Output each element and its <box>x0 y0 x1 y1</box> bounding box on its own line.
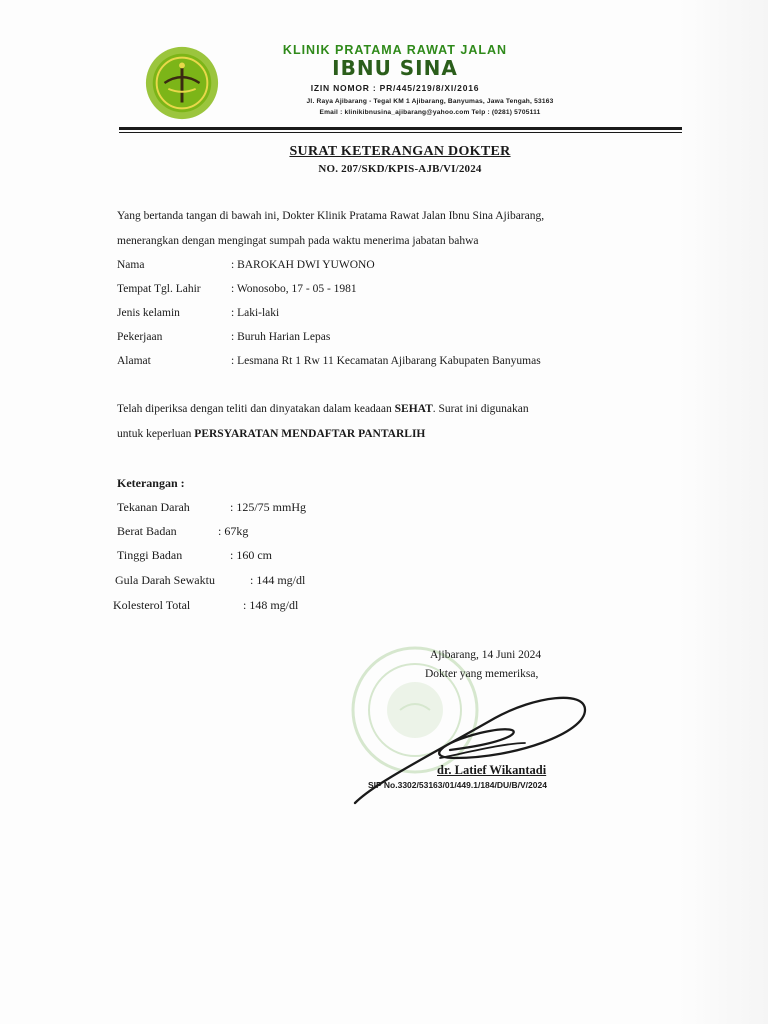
doctor-name: dr. Latief Wikantadi <box>437 763 547 777</box>
blood-sugar-label: Gula Darah Sewaktu <box>115 573 215 587</box>
clinic-permit: IZIN NOMOR : PR/445/219/8/XI/2016 <box>310 83 480 93</box>
cholesterol-value: : 148 mg/dl <box>243 598 299 612</box>
patient-job-value: : Buruh Harian Lepas <box>231 331 331 343</box>
document-number: NO. 207/SKD/KPIS-AJB/VI/2024 <box>318 163 482 175</box>
patient-gender-value: : Laki-laki <box>231 307 280 319</box>
height-value: : 160 cm <box>230 548 272 562</box>
patient-birth-value: : Wonosobo, 17 - 05 - 1981 <box>231 283 357 295</box>
signature-role: Dokter yang memeriksa, <box>425 668 539 680</box>
health-status: SEHAT <box>394 403 433 415</box>
keterangan-title: Keterangan : <box>117 476 185 490</box>
patient-job-label: Pekerjaan <box>117 331 163 343</box>
handwritten-signature-icon <box>345 688 595 808</box>
intro-line-1: Yang bertanda tangan di bawah ini, Dokter Klinik Pratama Rawat Jalan Ibnu Sina Ajibarang, <box>117 210 545 222</box>
height-label: Tinggi Badan <box>117 548 183 562</box>
clinic-address: Jl. Raya Ajibarang - Tegal KM 1 Ajibarang, Banyumas, Jawa Tengah, 53163 <box>306 98 554 105</box>
statement-text: Telah diperiksa dengan teliti dan dinyatakan dalam keadaan <box>117 403 395 415</box>
blood-pressure-value: : 125/75 mmHg <box>230 500 307 514</box>
statement-line-2 <box>117 428 425 440</box>
patient-address-value: : Lesmana Rt 1 Rw 11 Kecamatan Ajibarang Kabupaten Banyumas <box>231 355 541 367</box>
header-divider-thin <box>119 132 682 133</box>
patient-name-label: Nama <box>117 259 145 271</box>
intro-line-2: menerangkan dengan mengingat sumpah pada waktu menerima jabatan bahwa <box>117 235 479 247</box>
purpose: PERSYARATAN MENDAFTAR PANTARLIH <box>194 428 426 440</box>
patient-gender-label: Jenis kelamin <box>117 307 180 319</box>
header-divider <box>119 127 682 130</box>
blood-pressure-label: Tekanan Darah <box>117 500 190 514</box>
patient-address-label: Alamat <box>117 355 151 367</box>
clinic-type: KLINIK PRATAMA RAWAT JALAN <box>282 43 508 57</box>
clinic-logo-icon <box>143 44 221 122</box>
patient-birth-label: Tempat Tgl. Lahir <box>117 283 201 295</box>
clinic-name: IBNU SINA <box>332 56 458 80</box>
statement-text-2: . Surat ini digunakan <box>432 403 529 415</box>
document-title: SURAT KETERANGAN DOKTER <box>289 144 511 159</box>
signature-place-date: Ajibarang, 14 Juni 2024 <box>430 649 542 661</box>
clinic-contact: Email : klinikibnusina_ajibarang@yahoo.com Telp : (0281) 5705111 <box>319 109 541 116</box>
cholesterol-label: Kolesterol Total <box>113 598 191 612</box>
weight-value: : 67kg <box>218 524 249 538</box>
doctor-sip-number: SIP No.3302/53163/01/449.1/184/DU/B/V/2024 <box>368 780 547 790</box>
statement-line-1 <box>117 403 694 415</box>
weight-label: Berat Badan <box>117 524 177 538</box>
statement-text-3: untuk keperluan <box>117 428 195 440</box>
blood-sugar-value: : 144 mg/dl <box>250 573 306 587</box>
patient-name-value: : BAROKAH DWI YUWONO <box>231 259 375 271</box>
